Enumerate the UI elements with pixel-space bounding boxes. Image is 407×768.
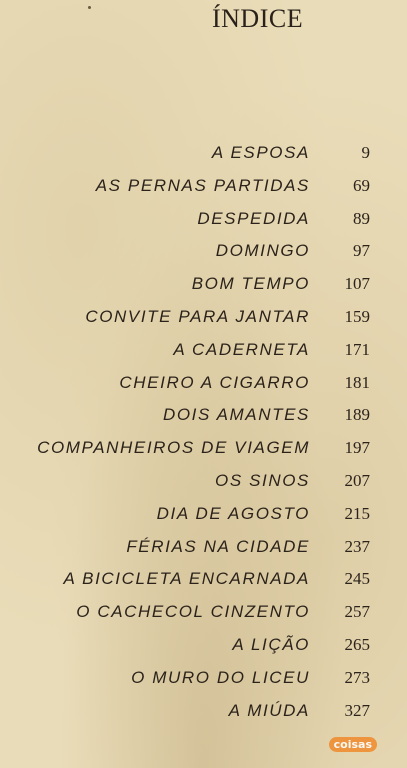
entry-page-number: 197 — [344, 438, 370, 458]
toc-entry — [0, 241, 407, 274]
entry-page-number: 189 — [344, 405, 370, 425]
entry-page-number: 215 — [344, 503, 370, 523]
entry-title: O CACHECOL CINZENTO — [76, 602, 310, 622]
entry-title: AS PERNAS PARTIDAS — [95, 175, 310, 195]
toc-entry — [0, 537, 407, 570]
entry-title: BOM TEMPO — [191, 274, 310, 294]
toc-entry — [0, 569, 407, 602]
entry-page-number: 171 — [344, 339, 370, 359]
entry-page-number: 89 — [353, 208, 370, 228]
entry-title: A MIÚDA — [228, 700, 310, 720]
entry-title: FÉRIAS NA CIDADE — [126, 536, 310, 556]
toc-entry — [0, 274, 407, 307]
paper-speck — [88, 6, 91, 9]
toc-entry — [0, 307, 407, 340]
entry-title: A BICICLETA ENCARNADA — [63, 569, 310, 589]
entry-page-number: 237 — [344, 536, 370, 556]
entry-title: DIA DE AGOSTO — [156, 503, 310, 523]
entry-title: DOIS AMANTES — [162, 405, 310, 425]
entry-page-number: 181 — [344, 372, 370, 392]
entry-page-number: 69 — [353, 175, 370, 195]
toc-entry — [0, 602, 407, 635]
entry-page-number: 327 — [344, 700, 370, 720]
watermark-logo: coisas — [329, 737, 377, 752]
toc-entry — [0, 405, 407, 438]
entry-title: A LIÇÃO — [232, 634, 310, 654]
toc-entry — [0, 471, 407, 504]
toc-entry — [0, 701, 407, 734]
entry-page-number: 245 — [344, 569, 370, 589]
toc-entry — [0, 438, 407, 471]
entry-page-number: 273 — [344, 667, 370, 687]
entry-page-number: 257 — [344, 602, 370, 622]
entry-page-number: 159 — [344, 306, 370, 326]
toc-entry — [0, 373, 407, 406]
toc-entry — [0, 176, 407, 209]
entry-page-number: 9 — [361, 143, 370, 162]
toc-entry — [0, 635, 407, 668]
entry-page-number: 97 — [353, 241, 370, 261]
entry-title: CHEIRO A CIGARRO — [119, 372, 310, 392]
entry-page-number: 265 — [344, 634, 370, 654]
toc-entry — [0, 504, 407, 537]
entry-title: COMPANHEIROS DE VIAGEM — [37, 438, 310, 458]
entry-page-number: 107 — [344, 274, 370, 294]
entry-title: CONVITE PARA JANTAR — [85, 306, 310, 326]
toc-entry — [0, 340, 407, 373]
toc-entry — [0, 143, 407, 176]
entry-title: A CADERNETA — [173, 339, 310, 359]
entry-title: A ESPOSA — [211, 143, 310, 162]
page-title: ÍNDICE — [212, 4, 304, 33]
entry-title: OS SINOS — [215, 470, 310, 490]
entry-page-number: 207 — [344, 470, 370, 490]
toc-entry — [0, 668, 407, 701]
entry-title: DESPEDIDA — [197, 208, 310, 228]
toc-entry — [0, 209, 407, 242]
entry-title: O MURO DO LICEU — [131, 667, 310, 687]
table-of-contents — [0, 143, 407, 733]
entry-title: DOMINGO — [215, 241, 310, 261]
